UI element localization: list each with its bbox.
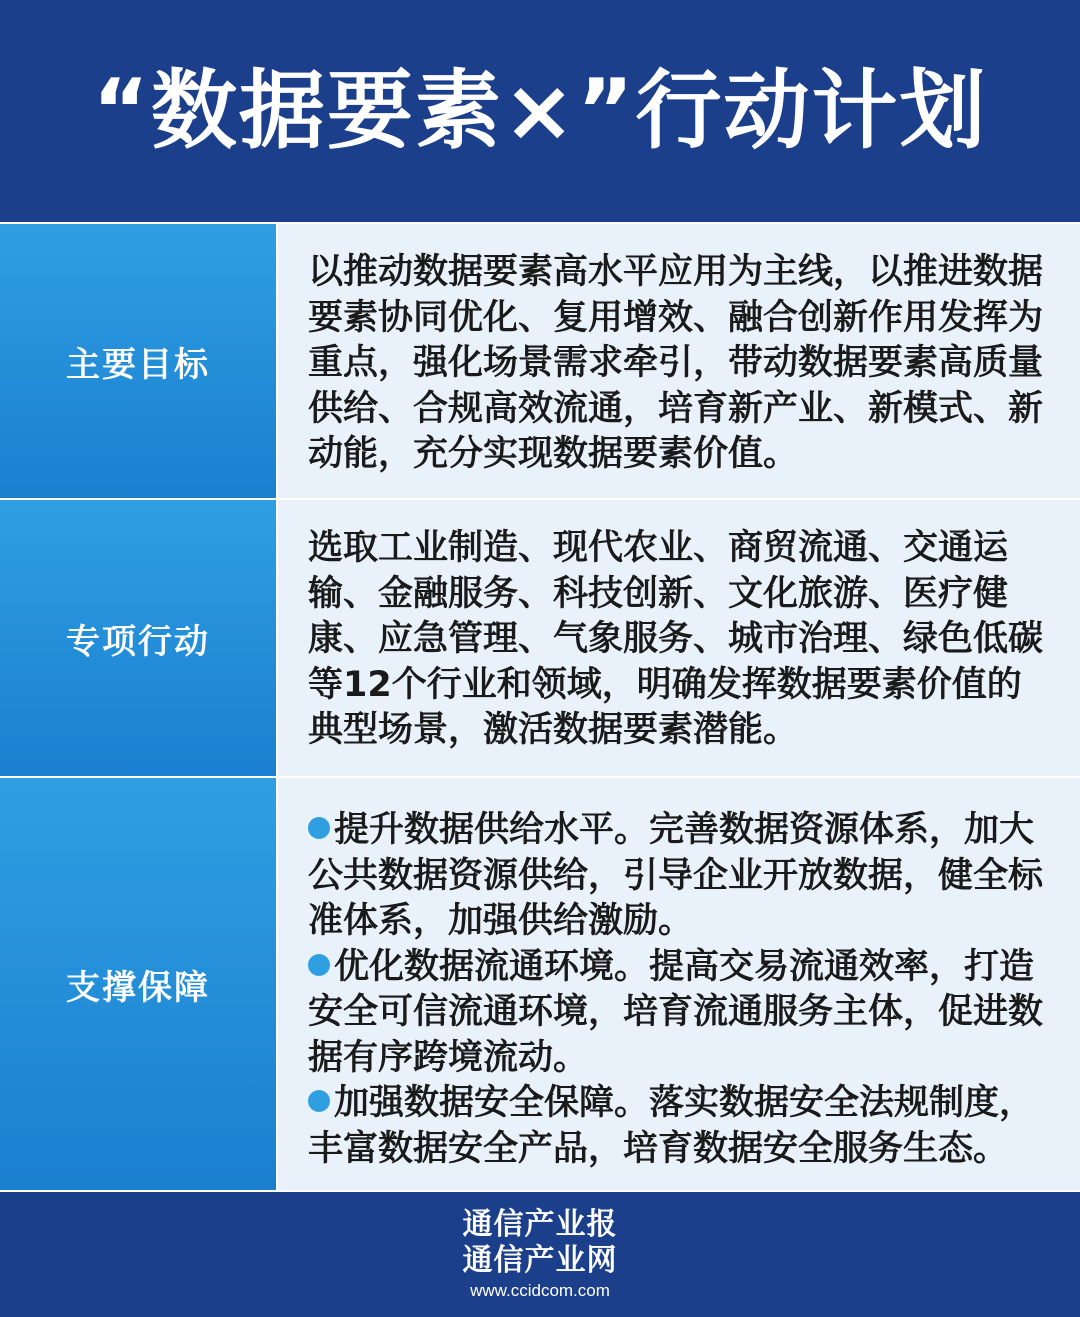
website-name: 通信产业网 bbox=[462, 1242, 618, 1278]
bullet-dot-icon bbox=[308, 1090, 330, 1112]
row-label-cell bbox=[0, 224, 278, 498]
bullet-text: 优化数据流通环境。提高交易流通效率，打造安全可信流通环境，培育流通服务主体，促进数据有序跨境流动。 bbox=[308, 946, 1044, 1078]
table-row-goals bbox=[0, 224, 1080, 498]
row-content-cell bbox=[278, 224, 1080, 498]
row-label: 主要目标 bbox=[66, 344, 210, 385]
row-content: 以推动数据要素高水平应用为主线，以推进数据要素协同优化、复用增效、融合创新作用发挥为重点，强化场景需求牵引，带动数据要素高质量供给、合规高效流通，培育新产业、新模式、新动能，充分实现数据要素价值。 bbox=[308, 252, 1044, 474]
row-content: 选取工业制造、现代农业、商贸流通、交通运输、金融服务、科技创新、文化旅游、医疗健康、应急管理、气象服务、城市治理、绿色低碳等12个行业和领域，明确发挥数据要素价值的典型场景，激活数据要素潜能。 bbox=[308, 528, 1044, 750]
page-title: “数据要素×”行动计划 bbox=[92, 61, 988, 161]
website-url: www.ccidcom.com bbox=[470, 1280, 610, 1300]
title-bar bbox=[0, 0, 1080, 222]
bullet-item bbox=[308, 808, 1056, 945]
table-row-support bbox=[0, 778, 1080, 1190]
bullet-item bbox=[308, 945, 1056, 1082]
footer-logo bbox=[0, 1192, 1080, 1317]
row-label-cell bbox=[0, 500, 278, 776]
row-label: 支撑保障 bbox=[66, 967, 210, 1008]
bullet-text: 加强数据安全保障。落实数据安全法规制度，丰富数据安全产品，培育数据安全服务生态。 bbox=[308, 1083, 1035, 1169]
bullet-item bbox=[308, 1081, 1056, 1172]
publisher-name: 通信产业报 bbox=[462, 1206, 618, 1242]
table-row-actions bbox=[0, 500, 1080, 776]
row-content-cell bbox=[278, 778, 1080, 1190]
bullet-dot-icon bbox=[308, 954, 330, 976]
row-content-cell bbox=[278, 500, 1080, 776]
bullet-dot-icon bbox=[308, 817, 330, 839]
row-label: 专项行动 bbox=[66, 621, 210, 662]
plan-table bbox=[0, 222, 1080, 1192]
row-label-cell bbox=[0, 778, 278, 1190]
bullet-text: 提升数据供给水平。完善数据资源体系，加大公共数据资源供给，引导企业开放数据，健全标准体系，加强供给激励。 bbox=[308, 810, 1044, 941]
